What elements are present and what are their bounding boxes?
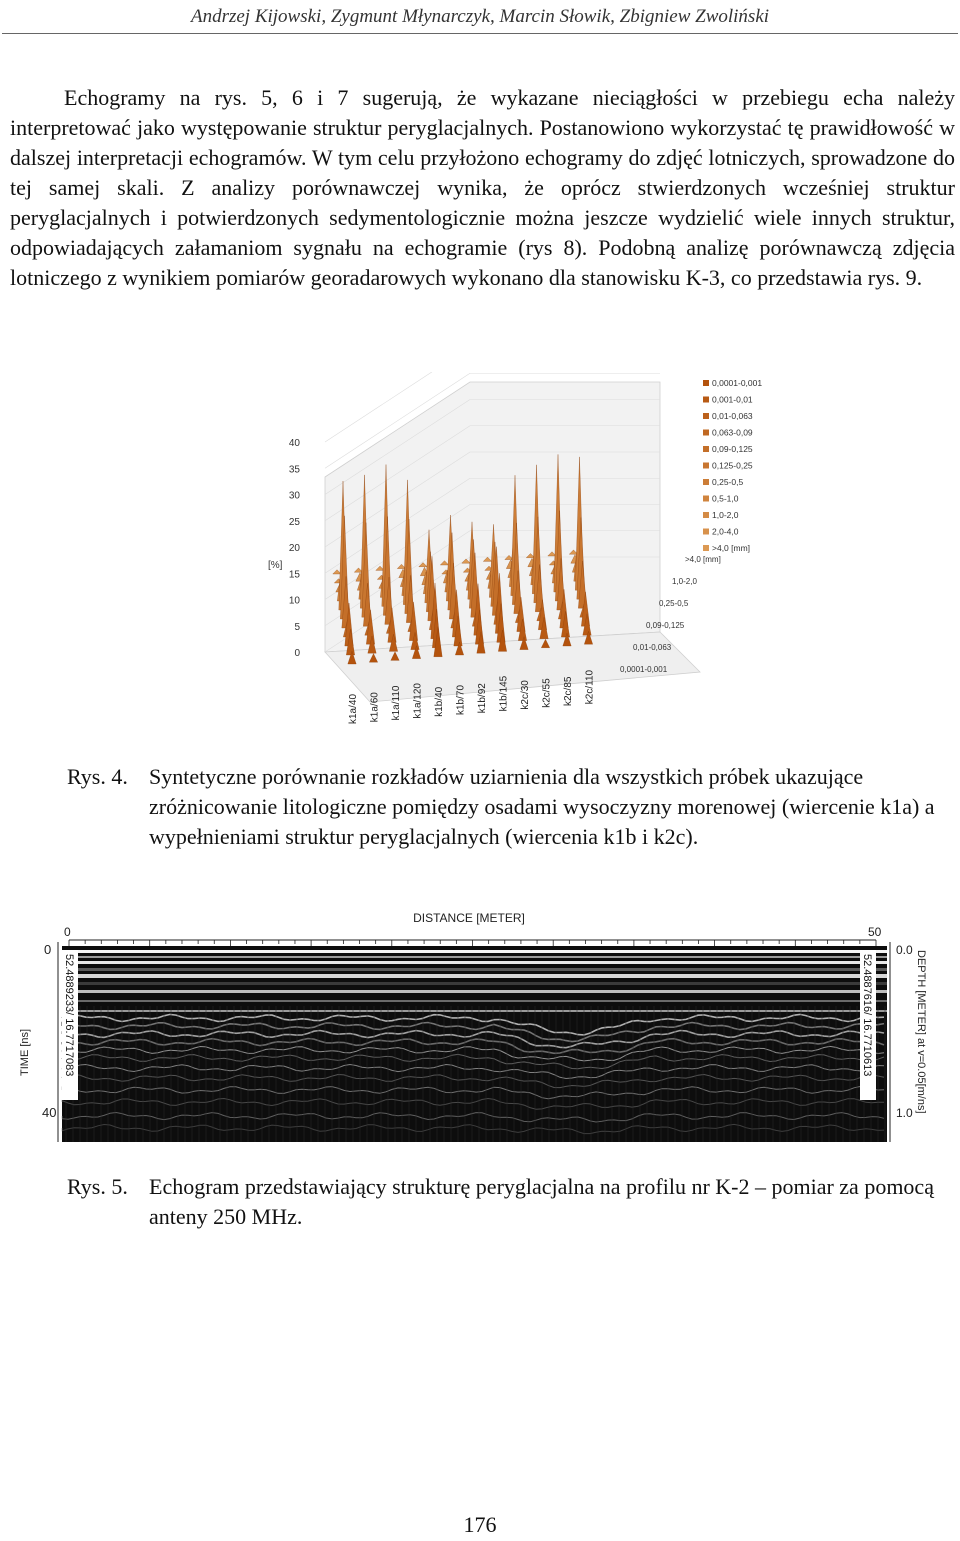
reflection-band xyxy=(62,990,887,993)
depth-label: 1,0-2,0 xyxy=(672,577,697,586)
reflection-band xyxy=(62,974,887,978)
y-tick-label: 35 xyxy=(288,464,300,476)
depth-label: >4,0 [mm] xyxy=(685,555,721,564)
depth-label: 0,01-0,063 xyxy=(633,643,672,652)
reflection-band xyxy=(62,950,887,953)
running-header xyxy=(0,0,960,34)
category-label: k1a/60 xyxy=(369,692,381,723)
legend-swatch xyxy=(703,496,709,502)
figure-4-caption-text: Syntetyczne porównanie rozkładów uziarnienia dla wszystkich próbek ukazujące zróżnicowanie litologiczne pomiędzy osadami wysoczyzny morenowej (wiercenie k1a) a wypełnieniami struktur peryglacjalnych (wiercenia k1b i k2c). xyxy=(149,764,935,849)
legend-label: 0,0001-0,001 xyxy=(712,378,763,388)
legend-swatch xyxy=(703,479,709,485)
y-tick-label: 10 xyxy=(288,595,300,607)
coord-left-label: 52.4889233/ 16.7717083 xyxy=(63,954,75,1077)
figure-5-caption-text: Echogram przedstawiający strukturę peryglacjalna na profilu nr K-2 – pomiar za pomocą anteny 250 MHz. xyxy=(149,1174,934,1229)
legend-label: 2,0-4,0 xyxy=(712,526,739,537)
page-number: 176 xyxy=(463,1512,497,1537)
depth-axis-label: DEPTH [METER] at v=0.05[m/ns] xyxy=(915,950,927,1114)
body-paragraph-block xyxy=(10,83,955,293)
y-tick-label: 25 xyxy=(288,516,300,528)
legend-label: 0,01-0,063 xyxy=(712,411,753,421)
y-axis-label: [%] xyxy=(268,560,283,571)
reflection-band xyxy=(62,968,887,971)
category-label: k1b/92 xyxy=(477,683,488,714)
figure-5-echogram xyxy=(14,906,934,1146)
y-tick-label: 30 xyxy=(288,490,300,502)
header-authors: Andrzej Kijowski, Zygmunt Młynarczyk, Marcin Słowik, Zbigniew Zwoliński xyxy=(190,6,770,27)
figure-5-label: Rys. 5. xyxy=(67,1174,128,1199)
figure-4-label: Rys. 4. xyxy=(67,764,128,789)
legend-swatch xyxy=(703,380,709,386)
category-label: k2c/110 xyxy=(584,669,596,705)
legend-label: 0,063-0,09 xyxy=(712,427,753,438)
y-tick-label: 5 xyxy=(294,621,300,633)
depth-label: 0,25-0,5 xyxy=(659,599,689,608)
category-label: k1a/40 xyxy=(348,693,359,724)
category-label: k2c/30 xyxy=(520,680,531,710)
figure-4-caption xyxy=(67,762,957,882)
y-tick-label: 20 xyxy=(288,543,300,554)
legend-swatch xyxy=(703,463,709,469)
legend-label: 0,001-0,01 xyxy=(712,394,753,405)
legend-swatch xyxy=(703,430,709,436)
reflection-band xyxy=(62,956,887,958)
coord-right-label: 52.4887616/ 16.7710613 xyxy=(861,954,873,1077)
reflection-band xyxy=(62,1000,887,1002)
depth-label: 0,09-0,125 xyxy=(646,621,685,630)
y-tick-label: 0 xyxy=(294,648,300,659)
category-label: k1b/70 xyxy=(455,684,467,715)
depth-label: 0,0001-0,001 xyxy=(620,665,668,674)
depth-bottom: 1.0 xyxy=(896,1106,913,1120)
legend-swatch xyxy=(703,446,709,452)
legend-label: 0,125-0,25 xyxy=(712,460,753,471)
y-axis-ticks xyxy=(289,438,301,659)
category-label: k2c/55 xyxy=(541,678,553,708)
time-bottom: 40 xyxy=(42,1105,57,1120)
figure-5-caption xyxy=(67,1172,957,1236)
distance-axis-label: DISTANCE [METER] xyxy=(413,911,525,925)
legend-label: 0,09-0,125 xyxy=(712,444,753,454)
reflection-band xyxy=(62,1010,887,1012)
category-label: k2c/85 xyxy=(563,676,574,706)
legend-label: 0,5-1,0 xyxy=(712,493,739,504)
distance-axis-ticks xyxy=(69,940,876,947)
y-tick-label: 40 xyxy=(288,438,300,449)
legend-swatch xyxy=(703,529,709,535)
radargram-image xyxy=(62,946,887,1142)
category-label: k1b/145 xyxy=(498,675,510,712)
legend-swatch xyxy=(703,413,709,419)
legend-swatch xyxy=(703,545,709,551)
category-label: k1b/40 xyxy=(434,686,445,717)
reflection-band xyxy=(62,982,887,985)
time-axis-label: TIME [ns] xyxy=(19,1028,31,1076)
legend xyxy=(703,378,762,553)
distance-start: 0 xyxy=(64,925,71,939)
header-rule xyxy=(2,33,958,34)
legend-label: 0,25-0,5 xyxy=(712,477,744,487)
category-label: k1a/120 xyxy=(412,683,424,719)
legend-swatch xyxy=(703,512,709,518)
legend-label: 1,0-2,0 xyxy=(712,510,739,520)
y-tick-label: 15 xyxy=(288,569,300,581)
legend-swatch xyxy=(703,397,709,403)
distance-end: 50 xyxy=(868,925,882,939)
time-top: 0 xyxy=(44,942,52,957)
legend-label: >4,0 [mm] xyxy=(712,543,751,553)
figure-4-chart xyxy=(260,372,790,740)
reflection-band xyxy=(62,961,887,964)
body-paragraph: Echogramy na rys. 5, 6 i 7 sugerują, że wykazane nieciągłości w przebiegu echa należy interpretować jako występowanie struktur peryglacjalnych. Postanowiono wykorzystać tę prawidłowość w dalszej interpretacji echogramów. W tym celu przyłożono echogramy do zdjęć lotniczych, sprowadzone do tej samej skali. Z analizy porównawczej wynika, że oprócz stwierdzonych wcześniej struktur peryglacjalnych i potwierdzonych sedymentologicznie można jeszcze wydzielić wiele innych struktur, odpowiadających załamaniom sygnału na echogramie (rys 8). Podobną analizę porównawczą zdjęcia lotniczego z wynikiem pomiarów georadarowych wykonano dla stanowisku K-3, co przedstawia rys. 9. xyxy=(10,85,955,290)
depth-top: 0.0 xyxy=(896,943,913,957)
category-label: k1a/110 xyxy=(391,685,402,721)
